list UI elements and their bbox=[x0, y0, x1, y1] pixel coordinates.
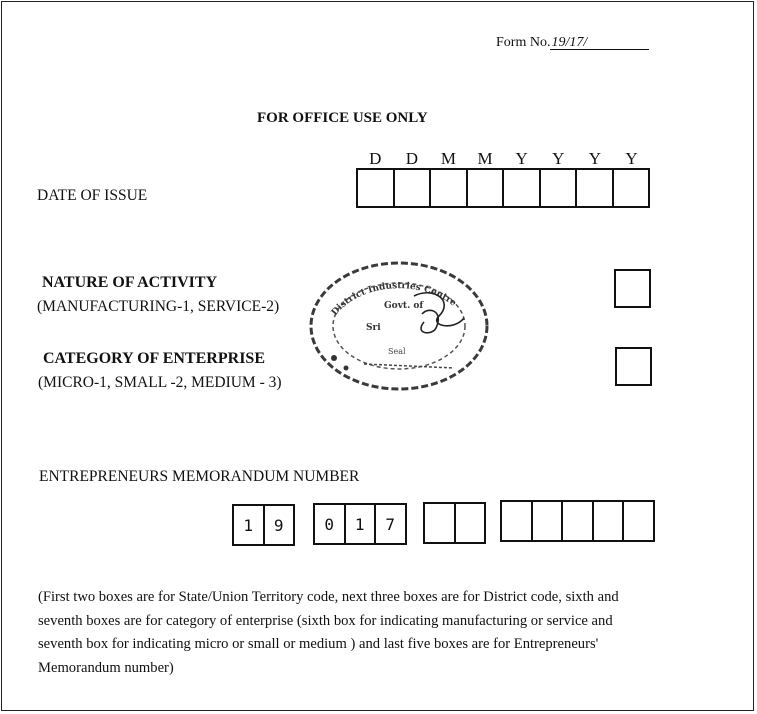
category-of-enterprise-title: CATEGORY OF ENTERPRISE bbox=[43, 350, 265, 367]
state-code-digit[interactable]: 9 bbox=[273, 515, 284, 535]
date-box[interactable] bbox=[468, 170, 505, 206]
nature-of-activity-title: NATURE OF ACTIVITY bbox=[42, 274, 218, 291]
official-stamp bbox=[304, 256, 494, 401]
date-head: Y bbox=[515, 149, 528, 168]
date-box[interactable] bbox=[614, 170, 649, 206]
category-code-boxes bbox=[423, 502, 486, 544]
form-number-value: 19/17/ bbox=[550, 37, 649, 50]
district-code-digit[interactable]: 7 bbox=[385, 514, 396, 534]
date-box[interactable] bbox=[541, 170, 578, 206]
category-of-enterprise-box[interactable] bbox=[615, 347, 652, 386]
date-of-issue-label: DATE OF ISSUE bbox=[37, 187, 148, 204]
nature-of-activity-box[interactable] bbox=[614, 269, 651, 308]
memorandum-number-box[interactable] bbox=[502, 502, 533, 540]
memorandum-number-box[interactable] bbox=[624, 502, 653, 540]
date-head: M bbox=[477, 149, 493, 168]
date-head: D bbox=[405, 149, 419, 168]
form-number bbox=[496, 35, 649, 51]
date-box[interactable] bbox=[395, 170, 432, 206]
svg-text:Sri: Sri bbox=[366, 323, 381, 333]
memorandum-number-label: ENTREPRENEURS MEMORANDUM NUMBER bbox=[39, 468, 360, 485]
district-code-digit[interactable]: 1 bbox=[346, 505, 377, 543]
svg-text:Govt. of: Govt. of bbox=[384, 301, 424, 311]
svg-text:Seal: Seal bbox=[388, 347, 406, 356]
date-column-heads bbox=[357, 149, 650, 169]
date-head: Y bbox=[552, 149, 565, 168]
note-line: Memorandum number) bbox=[38, 659, 174, 676]
explanatory-note bbox=[38, 586, 678, 680]
official-stamp-icon bbox=[304, 256, 494, 396]
memorandum-number-box[interactable] bbox=[594, 502, 625, 540]
memorandum-number-boxes bbox=[500, 500, 655, 542]
date-box[interactable] bbox=[431, 170, 468, 206]
date-head: D bbox=[369, 149, 382, 168]
svg-text:District Industries Centre: District Industries Centre bbox=[329, 281, 458, 318]
note-line: (First two boxes are for State/Union Territory code, next three boxes are for District code, sixth and bbox=[38, 589, 619, 605]
memorandum-number-box[interactable] bbox=[533, 502, 564, 540]
district-code-boxes bbox=[313, 503, 407, 545]
district-code-digit[interactable]: 0 bbox=[315, 505, 346, 543]
office-use-title: FOR OFFICE USE ONLY bbox=[257, 110, 428, 126]
note-line: seventh boxes are for category of enterprise (sixth box for indicating manufacturing or service and bbox=[38, 612, 613, 629]
state-code-boxes bbox=[232, 504, 295, 546]
date-of-issue-boxes bbox=[356, 168, 650, 208]
memorandum-number-box[interactable] bbox=[563, 502, 594, 540]
date-head: M bbox=[440, 149, 457, 168]
date-box[interactable] bbox=[358, 170, 395, 206]
date-head: Y bbox=[625, 149, 638, 168]
note-line: seventh box for indicating micro or small or medium ) and last five boxes are for Entrepreneurs' bbox=[38, 636, 599, 652]
date-head: Y bbox=[588, 149, 601, 168]
date-box[interactable] bbox=[504, 170, 541, 206]
nature-of-activity-options: (MANUFACTURING-1, SERVICE-2) bbox=[37, 298, 280, 315]
category-of-enterprise-options: (MICRO-1, SMALL -2, MEDIUM - 3) bbox=[38, 374, 282, 391]
date-box[interactable] bbox=[577, 170, 614, 206]
category-code-box[interactable] bbox=[456, 504, 485, 542]
form-number-label: Form No. bbox=[496, 35, 551, 50]
state-code-digit[interactable]: 1 bbox=[234, 506, 265, 544]
category-code-box[interactable] bbox=[425, 504, 456, 542]
